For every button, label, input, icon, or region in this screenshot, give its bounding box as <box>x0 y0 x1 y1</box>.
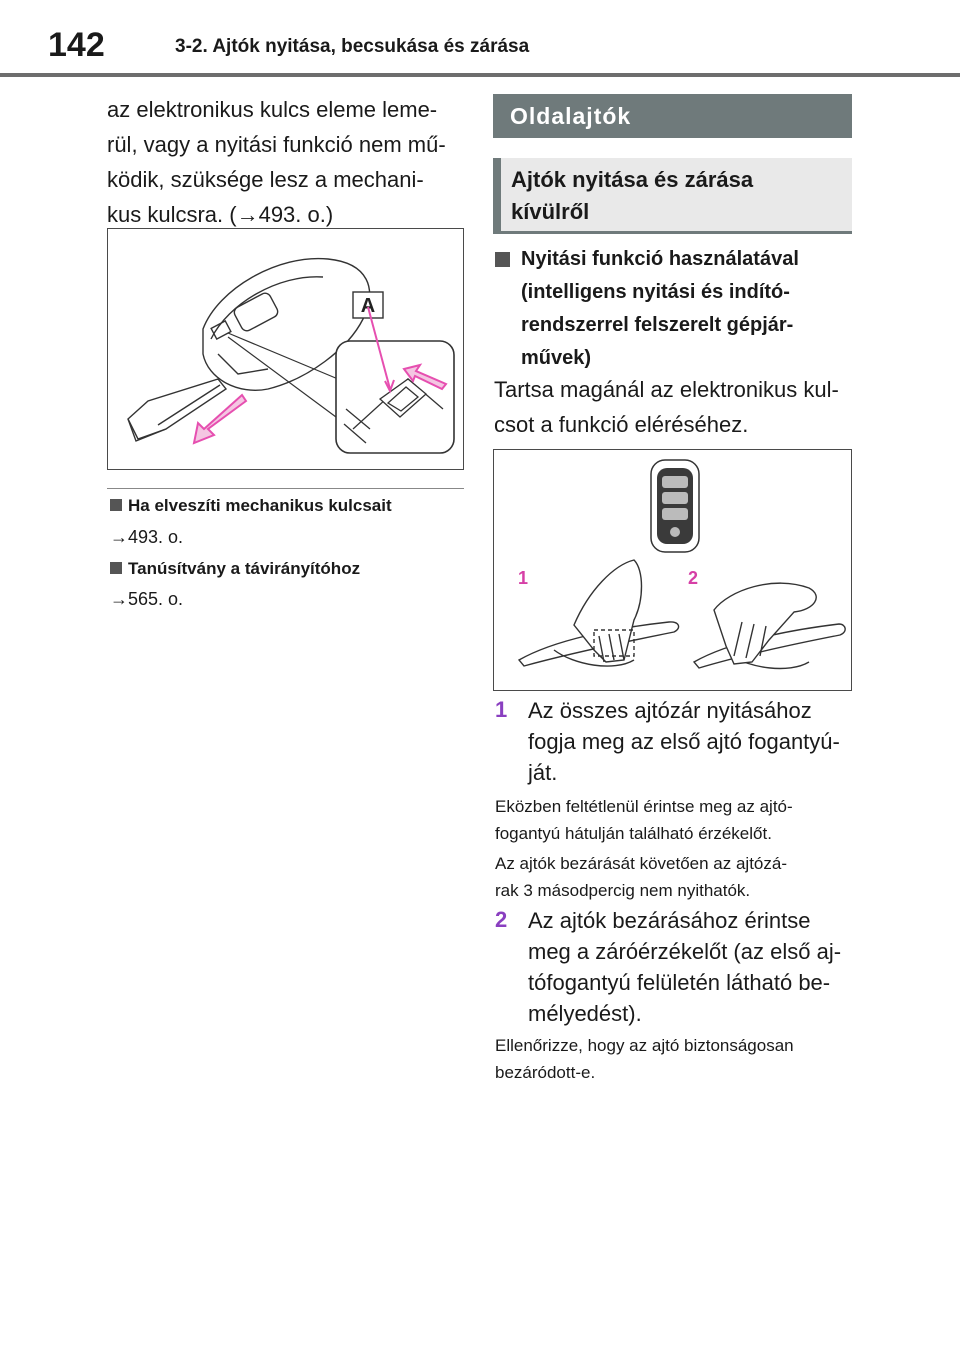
page-number: 142 <box>48 26 105 64</box>
note-line: Ellenőrizze, hogy az ajtó biztonságosan <box>495 1036 794 1055</box>
intro-line: rül, vagy a nyitási funkció nem mű- <box>107 132 446 157</box>
door-handle-illustration <box>494 450 851 690</box>
intro-line: az elektronikus kulcs eleme leme- <box>107 97 438 122</box>
figure-door-handle <box>493 449 852 691</box>
notes-divider <box>107 488 464 489</box>
figure-label-2: 2 <box>688 568 699 588</box>
figure-label-1: 1 <box>518 568 529 588</box>
note-ref-certificate: →565. o. <box>110 589 184 609</box>
subsection-line: kívülről <box>511 199 590 224</box>
section-title: 3-2. Ajtók nyitása, becsukása és zárása <box>175 36 530 57</box>
step-line: mélyedést). <box>528 1001 642 1026</box>
step-text <box>528 695 858 788</box>
step-number: 2 <box>495 907 508 932</box>
note-heading-lost-keys <box>110 496 392 516</box>
intro-paragraph <box>107 92 467 232</box>
bullet-line: (intelligens nyitási és indító- <box>521 281 790 303</box>
figure-mechanical-key <box>107 228 464 470</box>
callout-label-a: A <box>360 295 376 317</box>
note-line: bezáródott-e. <box>495 1063 596 1082</box>
header-rule <box>0 73 960 77</box>
note-heading-text: Tanúsítvány a távirányítóhoz <box>128 559 361 578</box>
step-line: Az ajtók bezárásához érintse <box>528 908 811 933</box>
paragraph-line: Tartsa magánál az elektronikus kul- <box>494 377 839 402</box>
bullet-line: Nyitási funkció használatával <box>521 248 799 270</box>
section-banner: Oldalajtók <box>493 94 852 138</box>
step-line: meg a záróérzékelőt (az első aj- <box>528 939 842 964</box>
bullet-line: rendszerrel felszerelt gépjár- <box>521 314 794 336</box>
note-line: Eközben feltétlenül érintse meg az ajtó- <box>495 797 793 816</box>
key-fob-icon <box>651 460 699 552</box>
square-bullet-icon <box>110 562 122 574</box>
step-1-note-delay <box>495 850 860 904</box>
square-bullet-icon <box>495 252 510 267</box>
step-number: 1 <box>495 697 508 722</box>
paragraph-line: csot a funkció eléréséhez. <box>494 412 749 437</box>
instruction-paragraph <box>494 372 854 442</box>
step-1-note-sensor <box>495 793 860 847</box>
intro-line: ködik, szüksége lesz a mechani- <box>107 167 424 192</box>
note-ref-lost-keys: →493. o. <box>110 527 184 547</box>
note-line: Az ajtók bezárását követően az ajtózá- <box>495 854 787 873</box>
step-line: Az összes ajtózár nyitásához <box>528 698 812 723</box>
intro-line: kus kulcsra. (→493. o.) <box>107 202 334 227</box>
bullet-heading <box>521 243 851 375</box>
note-heading-text: Ha elveszíti mechanikus kulcsait <box>128 496 392 515</box>
subsection-line: Ajtók nyitása és zárása <box>511 167 754 192</box>
note-line: fogantyú hátulján található érzékelőt. <box>495 824 772 843</box>
step-line: fogja meg az első ajtó fogantyú- <box>528 729 840 754</box>
mechanical-key-illustration <box>108 229 463 469</box>
subsection-banner <box>493 158 852 234</box>
note-line: rak 3 másodpercig nem nyithatók. <box>495 881 751 900</box>
note-heading-certificate <box>110 559 360 579</box>
step-line: ját. <box>528 760 558 785</box>
square-bullet-icon <box>110 499 122 511</box>
step-line: tófogantyú felületén látható be- <box>528 970 831 995</box>
step-2-note <box>495 1032 860 1086</box>
step-text <box>528 905 858 1029</box>
bullet-line: művek) <box>521 347 592 369</box>
